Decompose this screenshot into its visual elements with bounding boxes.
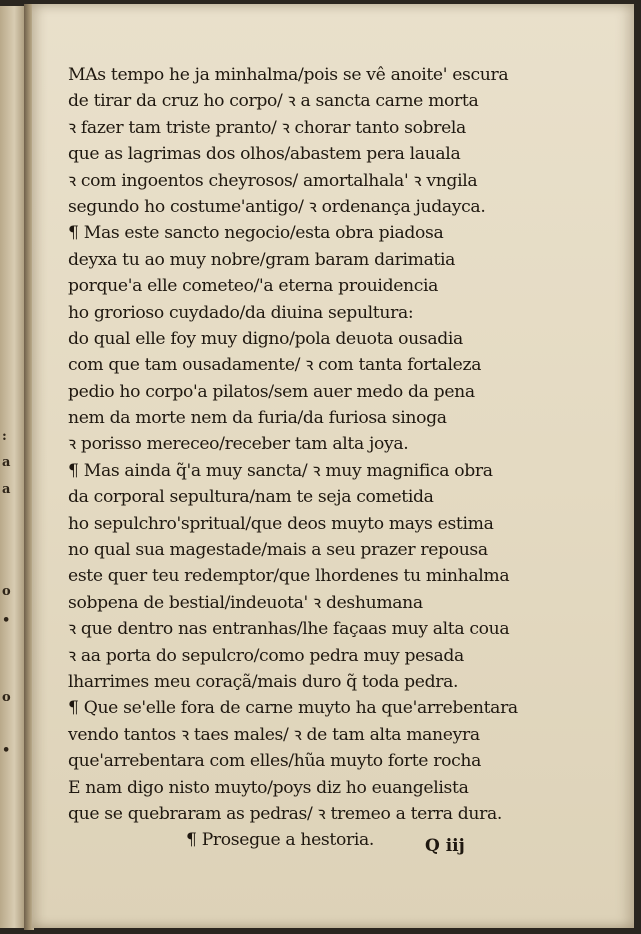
margin-mark: o — [2, 690, 11, 705]
text-line: ꝛ aa porta do sepulcro/como pedra muy pesada — [68, 645, 464, 666]
margin-mark: a — [2, 482, 11, 497]
margin-mark: : — [2, 429, 7, 444]
text-line: que as lagrimas dos olhos/abastem pera lauala — [68, 144, 461, 165]
text-line: ꝛ que dentro nas entranhas/lhe façaas muy alta coua — [68, 619, 510, 640]
text-line: que se quebraram as pedras/ ꝛ tremeo a terra dura. — [68, 803, 502, 824]
text-line: segundo ho costume'antigo/ ꝛ ordenança judayca. — [68, 196, 486, 217]
text-line: porque'a elle cometeo/'a eterna prouidencia — [68, 276, 439, 297]
text-line: pedio ho corpo'a pilatos/sem auer medo da pena — [68, 381, 475, 402]
facing-page-edge — [0, 6, 26, 928]
text-line: lharrimes meu coraçã/mais duro q̃ toda pedra. — [68, 671, 459, 692]
page-text — [68, 62, 598, 854]
text-line: da corporal sepultura/nam te seja cometida — [68, 487, 434, 508]
text-line: vendo tantos ꝛ taes males/ ꝛ de tam alta maneyra — [68, 724, 480, 745]
text-line: no qual sua magestade/mais a seu prazer repousa — [68, 540, 488, 561]
text-line: MAs tempo he ja minhalma/pois se vê anoite' escura — [68, 65, 509, 85]
margin-mark: o — [2, 584, 11, 599]
text-line: ho sepulchro'spritual/que deos muyto mays estima — [68, 513, 494, 534]
text-line: ꝛ fazer tam triste pranto/ ꝛ chorar tanto sobrela — [68, 117, 466, 138]
margin-mark: • — [2, 613, 11, 628]
text-line: ¶ Que se'elle fora de carne muyto ha que'arrebentara — [68, 698, 518, 719]
text-line: E nam digo nisto muyto/poys diz ho euangelista — [68, 777, 469, 798]
margin-mark: • — [2, 743, 11, 758]
text-line: ho grorioso cuydado/da diuina sepultura: — [68, 302, 414, 323]
margin-mark: a — [2, 455, 11, 470]
text-line: este quer teu redemptor/que lhordenes tu minhalma — [68, 566, 510, 587]
signature-mark: Q iij — [425, 836, 465, 856]
text-line: ꝛ com ingoentos cheyrosos/ amortalhala' ꝛ vngila — [68, 170, 478, 191]
text-line: ¶ Mas este sancto negocio/esta obra piadosa — [68, 223, 444, 244]
text-line: com que tam ousadamente/ ꝛ com tanta fortaleza — [68, 355, 482, 376]
text-line: ꝛ porisso mereceo/receber tam alta joya. — [68, 434, 409, 455]
text-line: sobpena de bestial/indeuota' ꝛ deshumana — [68, 592, 423, 613]
text-line: deyxa tu ao muy nobre/gram baram darimatia — [68, 249, 456, 270]
section-heading-line: ¶ Prosegue a hestoria. — [186, 830, 374, 851]
text-line: que'arrebentara com elles/hũa muyto forte rocha — [68, 751, 481, 772]
text-line: ¶ Mas ainda q̃'a muy sancta/ ꝛ muy magnifica obra — [68, 460, 493, 481]
text-line: de tirar da cruz ho corpo/ ꝛ a sancta carne morta — [68, 91, 479, 112]
text-line: do qual elle foy muy digno/pola deuota ousadia — [68, 328, 463, 349]
text-line: nem da morte nem da furia/da furiosa sinoga — [68, 408, 447, 429]
book-page — [32, 4, 634, 928]
